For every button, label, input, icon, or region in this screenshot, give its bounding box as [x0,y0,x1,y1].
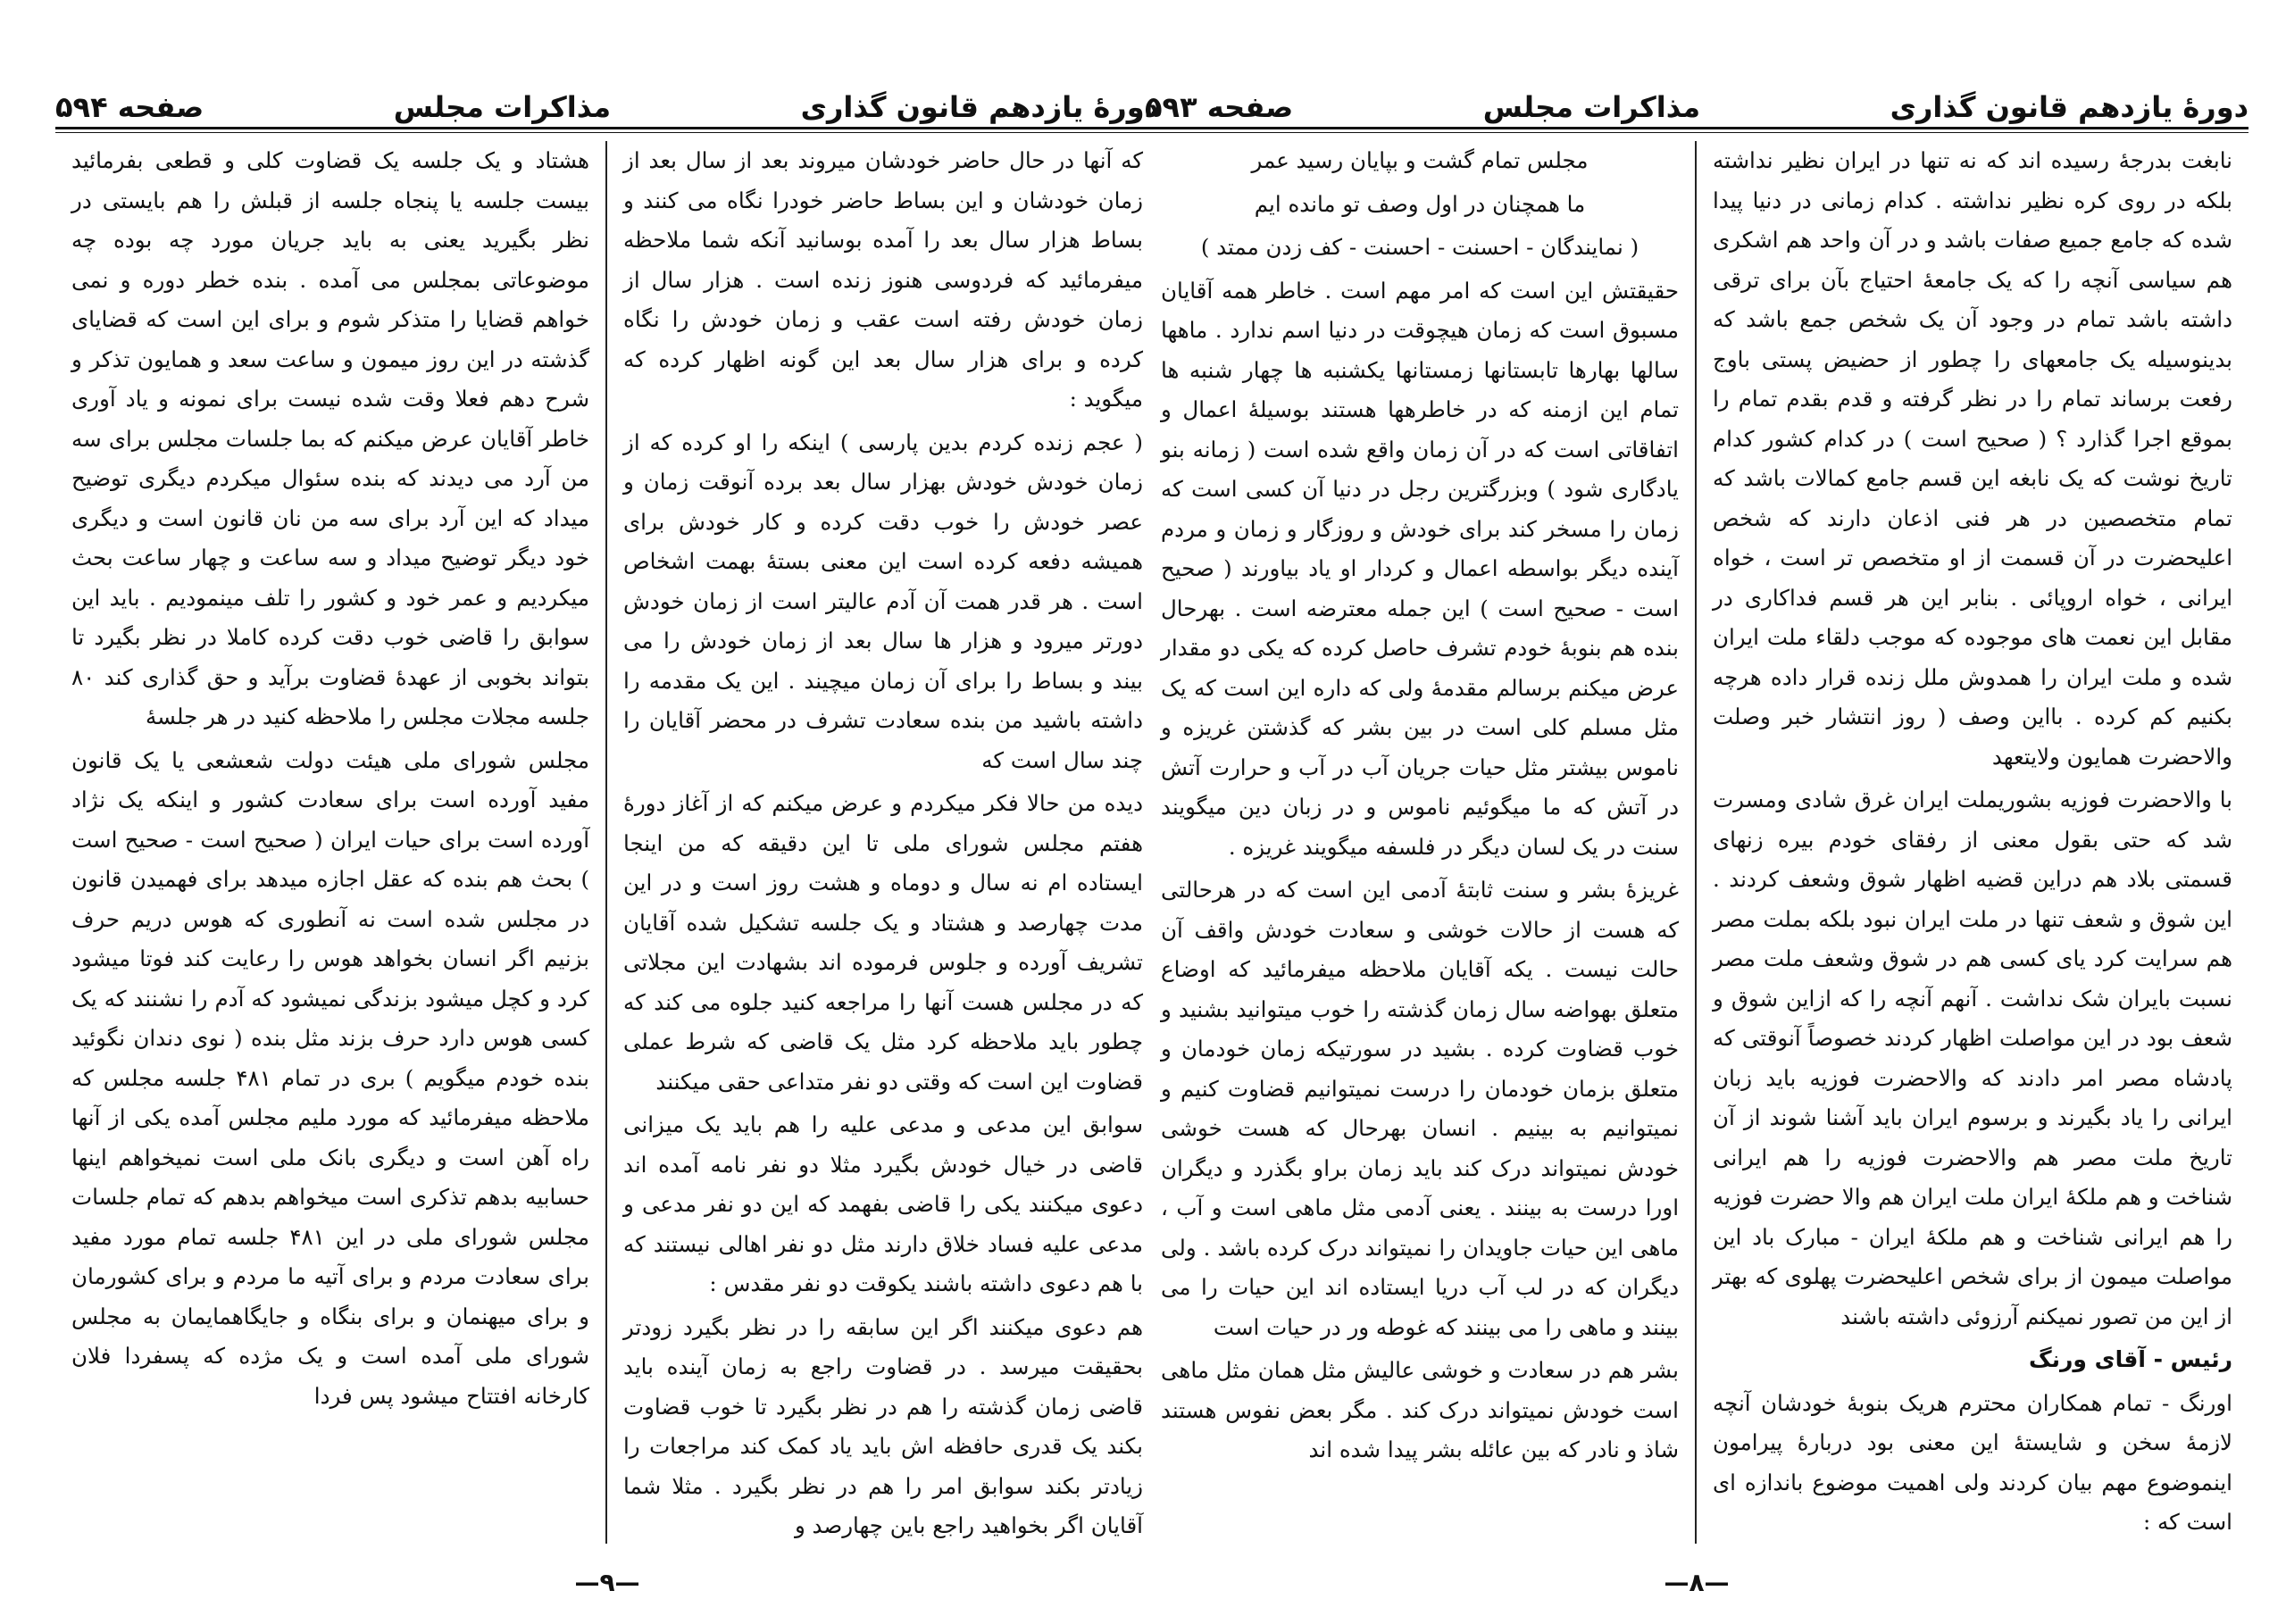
right-header-rule-thin [1145,132,2248,133]
left-header-rule-thin [55,132,1159,133]
left-session-title: دورهٔ یازدهم قانون گذاری [800,90,1159,124]
paragraph: هم دعوی میکنند اگر این سابقه را در نظر بگیرد زودتر بحقیقت میرسد . در قضاوت راجع به زمان آینده باید قاضی زمان گذشته را هم در نظر بگیرد تا خوب قضاوت بکند یک قدری حافظه اش باید یاد کمک کند مراجعات را زیادتر بکند سوابق امر را هم در نظر بگیرد . مثلا شما آقایان اگر بخواهید راجع باین چهارصد و [623,1313,1143,1538]
left-header-rule [55,127,1159,129]
right-session-title: دورهٔ یازدهم قانون گذاری [1890,90,2248,124]
paragraph: هشتاد و یک جلسه یک قضاوت کلی و قطعی بفرمائید بیست جلسه یا پنجاه جلسه از قبلش را هم بایستی در نظر بگیرید یعنی به باید جریان مورد چه بوده چه موضوعاتی بمجلس می آمده . بنده خطر دوره و نمی خواهم قضایا را متذکر شوم و برای این است که قضایای گذشته در این روز میمون و ساعت سعد و همایون تذکر و شرح دهم فعلا وقت شده نیست برای نمونه و یاد آوری خاطر آقایان عرض میکنم که بما جلسات مجلس برای سه من آرد می دیدند که بنده سئوال میکردم دیگری توضیح میداد که این آرد برای سه من نان قانون است و دیگری خود دیگر توضیح میداد و سه ساعت و چهار ساعت بحث میکردیم و عمر خود و کشور را تلف مینمودیم . باید این سوابق را قاضی خوب دقت کرده کاملا در نظر بگیرد تا بتواند بخوبی از عهدهٔ قضاوت برآید و حق گذاری کند ۸۰ جلسه مجلات مجلس را ملاحظه کنید در هر جلسهٔ [71,147,589,729]
paragraph: نابغت بدرجهٔ رسیده اند که نه تنها در ایران نظیر نداشته بلکه در روی کره نظیر نداشته . کدام زمانی در دنیا پیدا شده که جامع جمیع صفات باشد و در آن واحد هم اشکری هم سیاسی آنچه را که یک جامعهٔ احتیاج بآن برای ترقی داشته باشد تمام در وجود آن یک شخص جمع باشد که بدینوسیله یک جامعهای را چطور از حضیض پستی باوج رفعت برساند تمام را در نظر گرفته و قدم بقدم تمام را بموقع اجرا گذارد ؟ ( صحیح است ) در کدام کشور کدام تاریخ نوشت که یک نابغه این قسم جامع کمالات باشد که تمام متخصصین در هر فنی اذعان دارند که شخص اعلیحضرت در آن قسمت از او متخصص تر است ، خواه ایرانی ، خواه اروپائی . بنابر این هر قسم فداکاری در مقابل این نعمت های موجوده که موجب دلقاء ملت ایران شده و ملت ایران را همدوش ملل زنده قرار داده هرچه بکنیم کم کرده . بااین وصف ( روز انتشار خبر وصلت والاحضرت همایون ولایتعهد [1713,147,2232,770]
poem-line: ما همچنان در اول وصف تو مانده ایم [1254,190,1586,217]
left-page-column-left [55,141,607,1544]
right-section-title: مذاکرات مجلس [1482,90,1700,124]
paragraph: که آنها در حال حاضر خودشان میروند بعد از سال بعد از زمان خودشان و این بساط حاضر خودرا نگاه می کنند و بساط هزار سال بعد را آمده بوسانید آنکه شما ملاحظه میفرمائید که فردوسی هنوز زنده است . هزار سال از زمان خودش رفته است عقب و زمان خودش را نگاه کرده و برای هزار سال بعد این گونه اظهار کرده که میگوید : [623,147,1143,412]
right-header-rule [1145,127,2248,129]
left-page-columns [55,141,1159,1544]
paragraph: غریزهٔ بشر و سنت ثابتهٔ آدمی این است که در هرحالتی که هست از حالات خوشی و سعادت خودش واقف آن حالت نیست . یکه آقایان ملاحظه میفرمائید که اوضاع متعلق بهواضه سال زمان گذشته را خوب میتوانید بشنید و خوب قضاوت کرده . بشید در سورتیکه زمان خودمان و متعلق بزمان خودمان را درست نمیتوانیم قضاوت کنیم و نمیتوانیم به بینیم . انسان بهرحال که هست خوشی خودش نمیتواند درک کند باید زمان براو بگذرد و دیگران اورا درست به بینند . یعنی آدمی مثل ماهی است و آب ، ماهی این حیات جاویدان را نمیتواند درک کرده باشد . ولی دیگران که در لب آب دریا ایستاده اند این حیات را می بینند و ماهی را می بینند که غوطه ور در حیات است [1161,877,1679,1340]
paragraph: دیده من حالا فکر میکردم و عرض میکنم که از آغاز دورهٔ هفتم مجلس شورای ملی تا این دقیقه که من اینجا ایستاده ام نه سال و دوماه و هشت روز است و در این مدت چهارصد و هشتاد و یک جلسه تشکیل شده آقایان تشریف آورده و جلوس فرموده اند بشهادت این مجلاتی که در مجلس هست آنها را مراجعه کنید جلوه می کند که چطور باید ملاحظه کرد مثل یک قاضی که شرط عملی قضاوت این است که وقتی دو نفر متداعی حقی میکنند [623,790,1143,1095]
right-page-columns [1145,141,2248,1544]
left-section-title: مذاکرات مجلس [393,90,611,124]
left-page-number: صفحه ۵۹۴ [55,90,204,124]
right-page-footer: —۸— [1664,1568,1730,1597]
paragraph: حقیقتش این است که امر مهم است . خاطر همه آقایان مسبوق است که زمان هیچوقت در دنیا اسم ندارد . ماهها سالها بهارها تابستانها زمستانها یکشنبه ها چهار شنبه ها تمام این ازمنه که در خاطرهها هستند بوسیلهٔ اعمال و اتفاقاتی است که در آن زمان واقع شده است ( زمانه بنو یادگاری شود ) وبزرگترین رجل در دنیا آن کسی است که زمان را مسخر کند برای خودش و روزگار و زمان و مردم آینده دیگر بواسطه اعمال و کردار او یاد بیاورند ( صحیح است - صحیح است ) این جمله معترضه است . بهرحال بنده هم بنوبهٔ خودم تشرف حاصل کرده که یکی دو مقدار عرض میکنم برسالم مقدمهٔ ولی که داره این است که یک مثل مسلم کلی است در بین بشر که گذشتن غریزه و ناموس بیشتر مثل حیات جریان آب در آب و حرارت آتش در آتش که ما میگوئیم ناموس و در زبان دین میگویند سنت در یک لسان دیگر در فلسفه میگویند غریزه . [1161,277,1679,860]
left-page-column-right [607,141,1159,1544]
right-page-header [1145,79,2248,125]
left-page-header [55,79,1159,125]
left-page [55,0,1159,1624]
right-page [1145,0,2248,1624]
paragraph: سوابق این مدعی و مدعی علیه را هم باید یک میزانی قاضی در خیال خودش بگیرد مثلا دو نفر نامه آمده اند دعوی میکنند یکی را قاضی بفهمد که این دو نفر مدعی و مدعی علیه فساد خلاق دارند مثل دو نفر اهالی نیستند که با هم دعوی داشته باشند یکوقت دو نفر مقدس : [623,1112,1143,1296]
speaker-line: رئیس - آقای ورنگ [2029,1346,2232,1372]
right-page-column-left [1145,141,1697,1544]
paragraph: بشر هم در سعادت و خوشی عالیش مثل همان مثل ماهی است خودش نمیتواند درک کند . مگر بعض نفوس هستند شاذ و نادر که بین عائله بشر پیدا شده اند [1161,1357,1679,1462]
right-page-number: صفحه ۵۹۳ [1145,90,1294,124]
paragraph: ( عجم زنده کردم بدین پارسی ) اینکه را او کرده که از زمان خودش خودش بهزار سال بعد برده آنوقت زمان و عصر خودش را خوب دقت کرده و کار خودش برای همیشه دفعه کرده است این معنی بستهٔ بهمت اشخاص است . هر قدر همت آن آدم عالیتر است از زمان خودش دورتر میرود و هزار ها سال بعد از زمان خودش را می بیند و بساط را برای آن زمان میچیند . این یک مقدمه را داشته باشید من بنده سعادت تشرف در محضر آقایان را چند سال است که [623,429,1143,773]
applause-note: ( نمایندگان - احسنت - احسنت - کف زدن ممتد ) [1200,234,1639,260]
paragraph: مجلس شورای ملی هیئت دولت شعشعی یا یک قانون مفید آورده است برای سعادت کشور و اینکه یک نژاد آورده است برای حیات ایران ( صحیح است - صحیح است ) بحث هم بنده که عقل اجازه میدهد برای فهمیدن قانون در مجلس شده است نه آنطوری که هوس دریم حرف بزنیم اگر انسان بخواهد هوس را رعایت کند فوتا میشود کرد و کچل میشود بزندگی نمیشود که آدم را نشنند که یک کسی هوس دارد حرف بزند مثل بنده ( نوی دندان نگوئید بنده خودم میگویم ) بری در تمام ۴۸۱ جلسه مجلس که ملاحظه میفرمائید که مورد ملیم مجلس آمده یکی از آنها راه آهن است و دیگری بانک ملی است نمیخواهم اینها حسابیه بدهم تذکری است میخواهم بدهم که تمام جلسات مجلس شورای ملی در این ۴۸۱ جلسه تمام مورد مفید برای سعادت مردم و برای آتیه ما مردم و برای کشورمان و برای میهنمان و برای بنگاه و جایگاهمایمان به مجلس شورای ملی آمده است و یک مژده که پسفردا فلان کارخانه افتتاح میشود پس فردا [71,746,589,1409]
left-page-footer: —۹— [574,1568,640,1597]
right-page-column-right [1697,141,2248,1544]
paragraph: با والاحضرت فوزیه بشوریملت ایران غرق شادی ومسرت شد که حتی بقول معنی از رفقای خودم بیره زنهای قسمتی بلاد هم دراین قضیه اظهار شوق وشعف کردند . این شوق و شعف تنها در ملت ایران نبود بلکه بملت مصر هم سرایت کرد یای کسی هم در شوق وشعف ملت مصر نسبت بایران شک نداشت . آنهم آنچه را که ازاین شوق و شعف بود در این مواصلت اظهار کردند خصوصاً آنوقتی که پادشاه مصر امر دادند که والاحضرت فوزیه باید زبان ایرانی را یاد بگیرند و برسوم ایران باید آشنا شوند از آن تاریخ ملت مصر هم والاحضرت فوزیه را هم ایرانی شناخت و هم ملکهٔ ایران ملت ایران هم والا حضرت فوزیه را هم ایرانی شناخت و هم ملکهٔ ایران - مبارک باد این مواصلت میمون از برای شخص اعلیحضرت پهلوی که بهتر از این من تصور نمیکنم آرزوئی داشته باشند [1713,787,2232,1329]
poem-line: مجلس تمام گشت و بپایان رسید عمر [1251,147,1589,173]
paragraph: اورنگ - تمام همکاران محترم هریک بنوبهٔ خودشان آنچه لازمهٔ سخن و شایستهٔ این معنی بود دربارهٔ پیرامون اینموضوع مهم بیان کردند ولی اهمیت موضوع باندازه ای است که : [1713,1389,2232,1535]
